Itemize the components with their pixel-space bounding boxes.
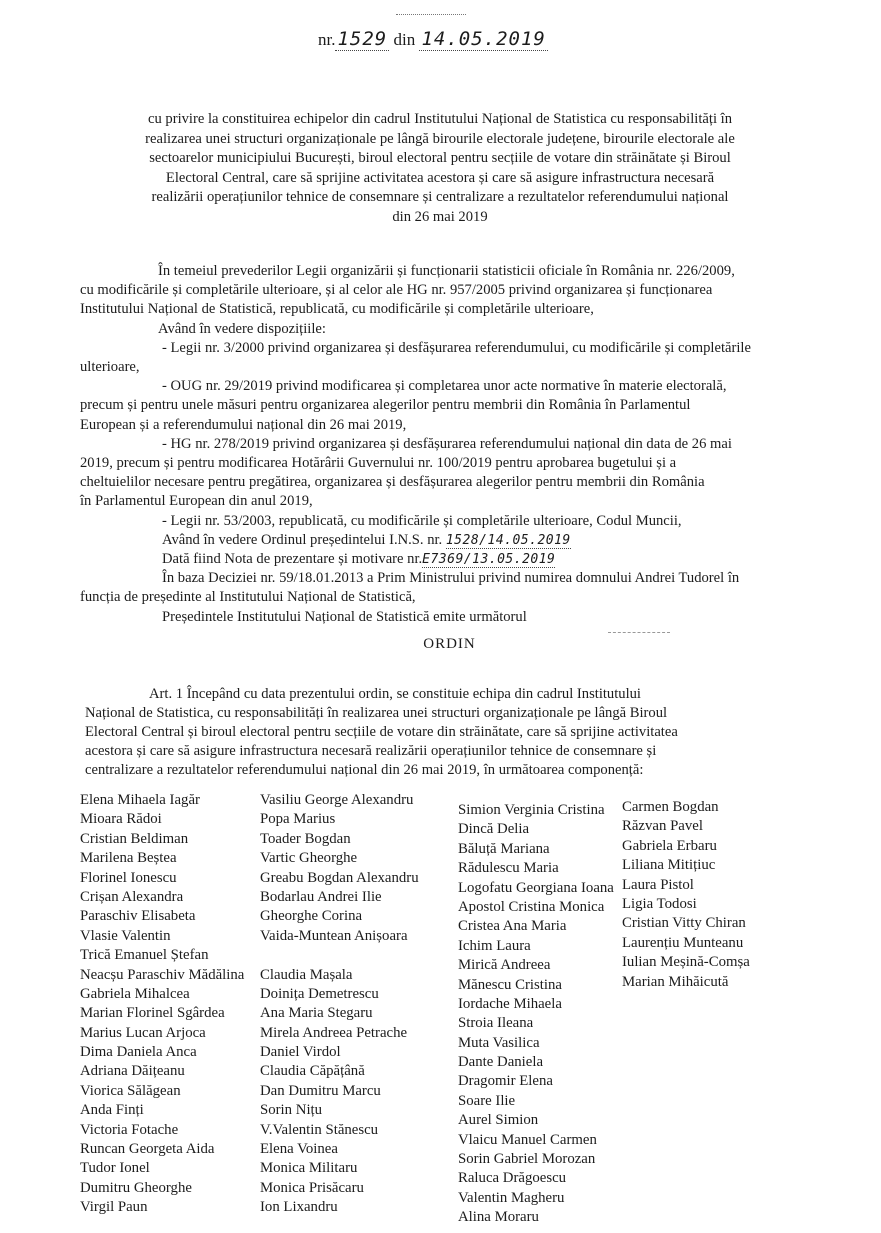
preamble-line: Având în vedere dispozițiile: bbox=[158, 320, 326, 337]
team-member: Ichim Laura bbox=[458, 937, 531, 954]
team-member: Marian Mihăicută bbox=[622, 973, 729, 990]
team-member: Mirela Andreea Petrache bbox=[260, 1024, 408, 1041]
legal-basis-item: - HG nr. 278/2019 privind organizarea și desfășurarea referendumului național din data de 26 mai bbox=[162, 435, 732, 452]
team-member: Gabriela Mihalcea bbox=[80, 985, 190, 1002]
team-member: Laurențiu Munteanu bbox=[622, 934, 744, 951]
team-member: Dan Dumitru Marcu bbox=[260, 1082, 381, 1099]
team-member: Neacșu Paraschiv Mădălina bbox=[80, 966, 245, 983]
subject-line: cu privire la constituirea echipelor din cadrul Institutului Național de Statistica cu responsabilități în bbox=[148, 111, 732, 127]
team-member: Iulian Meșină-Comșa bbox=[622, 954, 750, 971]
team-member: Ligia Todosi bbox=[622, 895, 697, 912]
legal-basis-item: 2019, precum și pentru modificarea Hotărârii Guvernului nr. 100/2019 pentru aprobarea bugetului și a bbox=[80, 455, 677, 472]
team-member: Claudia Căpățână bbox=[260, 1063, 365, 1080]
team-member: Monica Militaru bbox=[260, 1160, 358, 1177]
team-member: Cristian Vitty Chiran bbox=[622, 915, 746, 932]
team-member: Dima Daniela Anca bbox=[80, 1044, 197, 1061]
legal-basis-item: - Legii nr. 3/2000 privind organizarea și desfășurarea referendumului, cu modificările și completările bbox=[162, 339, 751, 356]
team-member: Raluca Drăgoescu bbox=[458, 1170, 567, 1187]
team-member: Runcan Georgeta Aida bbox=[80, 1141, 215, 1158]
team-member: Cristea Ana Maria bbox=[458, 918, 567, 935]
article-line: Electoral Central și biroul electoral pentru secțiile de votare din străinătate, care să sprijine activitatea bbox=[85, 724, 678, 740]
team-member: Liliana Mitițiuc bbox=[622, 857, 716, 874]
team-member: Gheorghe Corina bbox=[260, 908, 363, 925]
team-member: Valentin Magheru bbox=[458, 1189, 565, 1206]
team-member: Dante Daniela bbox=[458, 1054, 544, 1071]
team-member: Bodarlau Andrei Ilie bbox=[260, 888, 382, 905]
team-member: Sorin Nițu bbox=[260, 1102, 323, 1119]
team-member: Gabriela Erbaru bbox=[622, 837, 717, 854]
team-member: Florinel Ionescu bbox=[80, 869, 177, 886]
nr-value: 1529 bbox=[337, 28, 388, 50]
team-member: Greabu Bogdan Alexandru bbox=[260, 869, 419, 886]
team-member: Toader Bogdan bbox=[260, 830, 351, 847]
team-member-spacer bbox=[260, 946, 419, 965]
team-member: Aurel Simion bbox=[458, 1112, 539, 1129]
subject-paragraph bbox=[100, 110, 780, 227]
team-member: Vlaicu Manuel Carmen bbox=[458, 1131, 597, 1148]
team-member: Vaida-Muntean Anișoara bbox=[260, 927, 408, 944]
team-member: Muta Vasilica bbox=[458, 1034, 540, 1051]
team-member: Laura Pistol bbox=[622, 876, 694, 893]
decorative-dash bbox=[608, 632, 670, 633]
subject-line: realizării operațiunilor tehnice de consemnare și centralizare a rezultatelor referendumului național bbox=[151, 189, 729, 205]
team-member: Băluță Mariana bbox=[458, 840, 550, 857]
team-member: Popa Marius bbox=[260, 811, 336, 828]
subject-line: realizarea unei structuri organizaționale pe lângă birourile electorale județene, birourile electorale ale bbox=[145, 130, 735, 147]
article-line: acestora și care să asigure infrastructura necesară realizării operațiunilor tehnice de consemnare și bbox=[85, 743, 657, 759]
legal-basis-item: - OUG nr. 29/2019 privind modificarea și completarea unor acte normative în materie electorală, bbox=[162, 378, 727, 395]
legal-basis-item: în Parlamentul European din anul 2019, bbox=[80, 493, 313, 510]
team-member: Virgil Paun bbox=[80, 1199, 148, 1216]
team-member: Carmen Bogdan bbox=[622, 799, 719, 815]
order-reference-label: Având în vedere Ordinul președintelui I.N.S. nr. bbox=[162, 531, 443, 548]
team-member: Paraschiv Elisabeta bbox=[80, 908, 196, 925]
team-member: Dumitru Gheorghe bbox=[80, 1179, 192, 1196]
team-member: Ana Maria Stegaru bbox=[260, 1005, 373, 1022]
team-member: Elena Voinea bbox=[260, 1141, 338, 1158]
article-line: centralizare a rezultatelor referendumului național din 26 mai 2019, în următoarea componență: bbox=[85, 762, 644, 778]
order-reference-value: 1528/14.05.2019 bbox=[445, 532, 571, 548]
preamble-line: Institutului Național de Statistică, republicată, cu modificările și completările ulterioare, bbox=[80, 301, 594, 318]
team-member: Logofatu Georgiana Ioana bbox=[458, 879, 614, 896]
preamble-line: În temeiul prevederilor Legii organizării și funcționarii statisticii oficiale în România nr. 226/2009, bbox=[158, 263, 735, 279]
team-member: Cristian Beldiman bbox=[80, 830, 189, 847]
team-member: Vlasie Valentin bbox=[80, 927, 171, 944]
team-member: Anda Finți bbox=[80, 1102, 144, 1119]
team-member: Adriana Dăițeanu bbox=[80, 1063, 185, 1080]
team-member: Monica Prisăcaru bbox=[260, 1179, 364, 1196]
subject-line: Electoral Central, care să sprijine activitatea acestora și care să asigure infrastructura necesară bbox=[165, 169, 715, 186]
team-member: Rădulescu Maria bbox=[458, 860, 559, 877]
subject-line: din 26 mai 2019 bbox=[392, 208, 488, 225]
team-member: Dincă Delia bbox=[458, 821, 530, 838]
team-member: Vasiliu George Alexandru bbox=[260, 792, 414, 808]
legal-basis-item: European și a referendumului național din 26 mai 2019, bbox=[80, 416, 407, 433]
team-member: Alina Moraru bbox=[458, 1209, 539, 1226]
article-line: Art. 1 Începând cu data prezentului ordin, se constituie echipa din cadrul Institutului bbox=[149, 686, 641, 702]
legal-basis-item: ulterioare, bbox=[80, 359, 140, 376]
team-member: Mioara Rădoi bbox=[80, 811, 162, 828]
names-column-2 bbox=[260, 791, 419, 1218]
team-member: Viorica Sălăgean bbox=[80, 1082, 181, 1099]
preamble-line: În baza Deciziei nr. 59/18.01.2013 a Prim Ministrului privind numirea domnului Andrei Tudorel în bbox=[162, 570, 740, 587]
subject-line: sectoarelor municipiului București, biroul electoral pentru secțiile de votare din străinătate și Biroul bbox=[149, 150, 731, 166]
team-member: Sorin Gabriel Morozan bbox=[458, 1151, 596, 1168]
team-member: V.Valentin Stănescu bbox=[260, 1121, 379, 1138]
legal-basis-item: precum și pentru unele măsuri pentru organizarea alegerilor pentru membrii din România în Parlamentul bbox=[80, 397, 691, 414]
article-line: Național de Statistica, cu responsabilități în realizarea unei structuri organizaționale pe lângă Biroul bbox=[85, 705, 668, 721]
nr-label: nr. bbox=[318, 30, 336, 49]
preamble bbox=[80, 262, 820, 627]
team-member: Marian Florinel Sgârdea bbox=[80, 1005, 225, 1022]
decorative-mark bbox=[396, 14, 466, 15]
team-member: Ion Lixandru bbox=[260, 1199, 338, 1216]
din-label: din bbox=[393, 30, 416, 49]
team-member: Tudor Ionel bbox=[80, 1160, 150, 1177]
legal-basis-item: cheltuielilor necesare pentru pregătirea, organizarea și desfășurarea alegerilor pentru membrii din România bbox=[80, 474, 705, 491]
preamble-line: funcția de președinte al Institutului Național de Statistică, bbox=[80, 589, 416, 606]
order-reference bbox=[80, 531, 820, 550]
team-member: Claudia Mașala bbox=[260, 966, 353, 983]
team-member: Mirică Andreea bbox=[458, 957, 551, 974]
article-1 bbox=[85, 685, 790, 780]
team-member: Stroia Ileana bbox=[458, 1015, 534, 1032]
team-member: Marius Lucan Arjoca bbox=[80, 1024, 206, 1041]
team-member: Victoria Fotache bbox=[80, 1121, 179, 1138]
preamble-line: Președintele Institutului Național de Statistică emite următorul bbox=[162, 608, 527, 625]
note-reference bbox=[80, 550, 820, 569]
preamble-line: cu modificările și completările ulterioare, și al celor ale HG nr. 957/2005 privind organizarea și funcționarea bbox=[80, 282, 713, 299]
team-member: Soare Ilie bbox=[458, 1092, 516, 1109]
names-column-3 bbox=[458, 801, 614, 1228]
document-number bbox=[318, 28, 548, 50]
team-member: Apostol Cristina Monica bbox=[458, 898, 605, 915]
legal-basis-item: - Legii nr. 53/2003, republicată, cu modificările și completările ulterioare, Codul Muncii, bbox=[162, 512, 682, 529]
team-member: Elena Mihaela Iagăr bbox=[80, 792, 200, 808]
team-member: Iordache Mihaela bbox=[458, 995, 562, 1012]
ordin-title bbox=[0, 636, 881, 653]
ordin-title-text: ORDIN bbox=[423, 636, 476, 652]
team-member: Răzvan Pavel bbox=[622, 818, 703, 835]
note-reference-label: Dată fiind Nota de prezentare și motivare nr. bbox=[162, 551, 423, 568]
names-column-1 bbox=[80, 791, 244, 1218]
date-value: 14.05.2019 bbox=[421, 28, 546, 50]
team-member: Trică Emanuel Ștefan bbox=[80, 947, 209, 964]
team-member: Marilena Beștea bbox=[80, 850, 177, 867]
team-member: Vartic Gheorghe bbox=[260, 850, 358, 867]
team-member: Mănescu Cristina bbox=[458, 976, 562, 993]
note-reference-value: E7369/13.05.2019 bbox=[422, 552, 556, 568]
team-member: Dragomir Elena bbox=[458, 1073, 553, 1090]
team-member: Crișan Alexandra bbox=[80, 888, 184, 905]
team-member: Doinița Demetrescu bbox=[260, 985, 379, 1002]
team-member: Daniel Virdol bbox=[260, 1044, 341, 1061]
team-member: Simion Verginia Cristina bbox=[458, 802, 605, 818]
names-column-4 bbox=[622, 798, 750, 992]
